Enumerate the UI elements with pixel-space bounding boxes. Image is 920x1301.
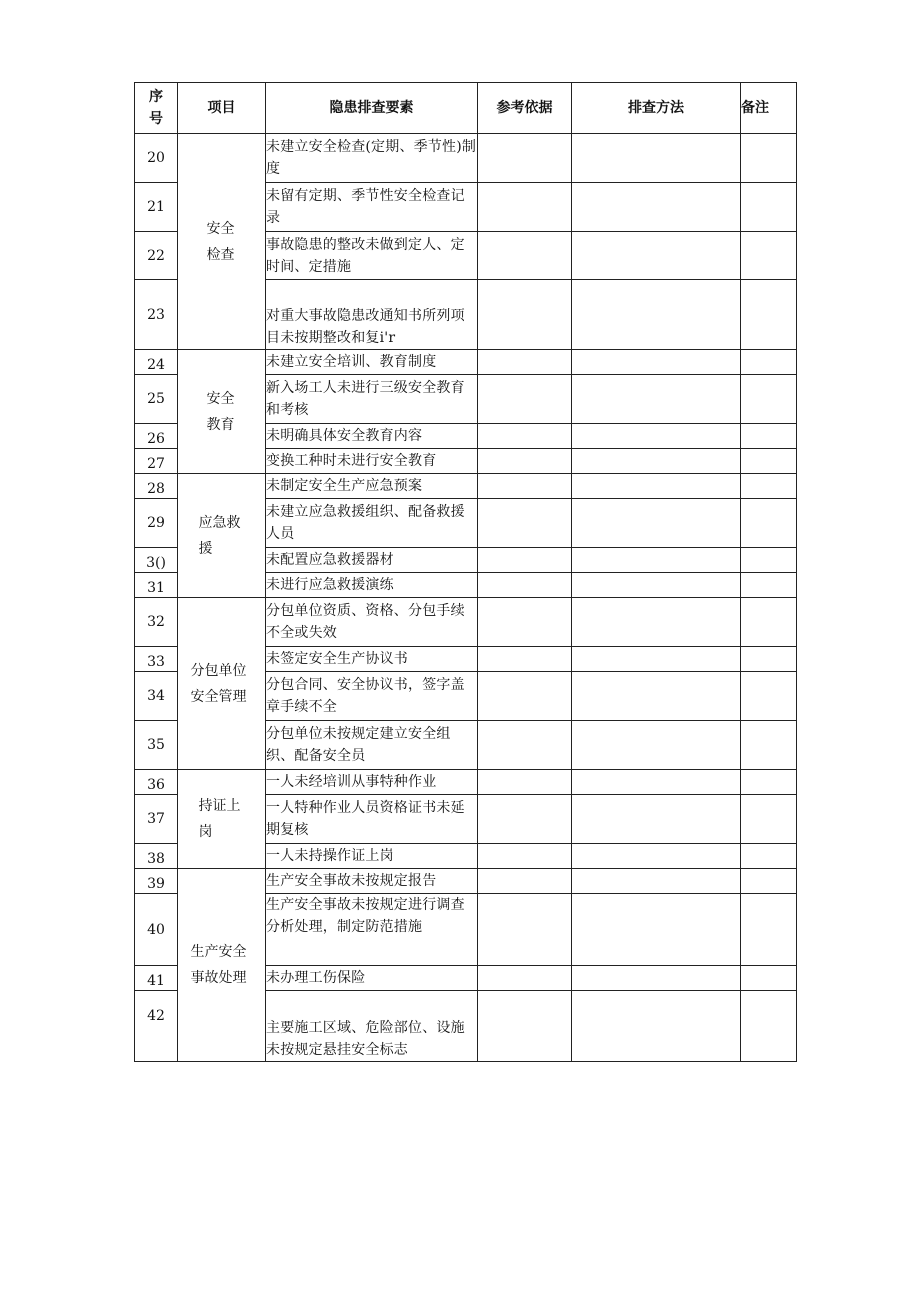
reference-cell: [478, 183, 572, 232]
table-row: [135, 598, 797, 647]
row-number: 36: [135, 770, 178, 795]
reference-cell: [478, 474, 572, 499]
reference-cell: [478, 375, 572, 424]
group-cell-subcontractor-management: [178, 598, 266, 770]
header-row: [135, 83, 797, 134]
row-number: 29: [135, 499, 178, 548]
note-cell: [741, 844, 797, 869]
hazard-checklist-table: [134, 82, 797, 1062]
row-number: 28: [135, 474, 178, 499]
note-cell: [741, 721, 797, 770]
hazard-element: 一人特种作业人员资格证书未延期复核: [266, 795, 478, 844]
hazard-element: 事故隐患的整改未做到定人、定时间、定措施: [266, 232, 478, 280]
note-cell: [741, 424, 797, 449]
hazard-element: 一人未经培训从事特种作业: [266, 770, 478, 795]
row-number: 31: [135, 573, 178, 598]
hazard-element: 未配置应急救援器材: [266, 548, 478, 573]
group-cell-accident-handling: [178, 869, 266, 1062]
method-cell: [572, 449, 741, 474]
method-cell: [572, 721, 741, 770]
note-cell: [741, 991, 797, 1062]
group-label: 应急救援: [198, 514, 241, 557]
method-cell: [572, 350, 741, 375]
hazard-element: 未制定安全生产应急预案: [266, 474, 478, 499]
hazard-element: 未明确具体安全教育内容: [266, 424, 478, 449]
reference-cell: [478, 424, 572, 449]
method-cell: [572, 672, 741, 721]
hazard-element: 未办理工伤保险: [266, 966, 478, 991]
table-row: [135, 350, 797, 375]
note-cell: [741, 672, 797, 721]
row-number: 23: [135, 280, 178, 350]
hazard-element: 分包单位资质、资格、分包手续不全或失效: [266, 598, 478, 647]
method-cell: [572, 183, 741, 232]
note-cell: [741, 966, 797, 991]
header-method: 排查方法: [572, 83, 741, 134]
row-number: 3(): [135, 548, 178, 573]
hazard-element: 变换工种时未进行安全教育: [266, 449, 478, 474]
method-cell: [572, 424, 741, 449]
method-cell: [572, 375, 741, 424]
group-cell-safety-inspection: [178, 134, 266, 350]
method-cell: [572, 966, 741, 991]
group-label: 安全检查: [206, 221, 235, 263]
group-label: 安全教育: [206, 390, 235, 433]
note-cell: [741, 770, 797, 795]
hazard-element: 未签定安全生产协议书: [266, 647, 478, 672]
row-number: 34: [135, 672, 178, 721]
reference-cell: [478, 280, 572, 350]
header-note: 备注: [741, 83, 797, 134]
reference-cell: [478, 134, 572, 183]
reference-cell: [478, 350, 572, 375]
method-cell: [572, 474, 741, 499]
reference-cell: [478, 844, 572, 869]
note-cell: [741, 573, 797, 598]
reference-cell: [478, 647, 572, 672]
reference-cell: [478, 894, 572, 966]
note-cell: [741, 183, 797, 232]
row-number: 20: [135, 134, 178, 183]
hazard-element: 一人未持操作证上岗: [266, 844, 478, 869]
group-label: 生产安全事故处理: [190, 944, 247, 986]
group-cell-emergency-rescue: [178, 474, 266, 598]
reference-cell: [478, 795, 572, 844]
hazard-element: 未建立安全检查(定期、季节性)制度: [266, 134, 478, 183]
reference-cell: [478, 869, 572, 894]
row-number: 42: [135, 991, 178, 1062]
row-number: 32: [135, 598, 178, 647]
hazard-element: 未建立应急救援组织、配备救援人员: [266, 499, 478, 548]
hazard-element: 主要施工区域、危险部位、设施未按规定悬挂安全标志: [266, 991, 478, 1062]
row-number: 37: [135, 795, 178, 844]
hazard-element: 生产安全事故未按规定进行调查分析处理，制定防范措施: [266, 894, 478, 966]
method-cell: [572, 573, 741, 598]
reference-cell: [478, 598, 572, 647]
hazard-element: 未建立安全培训、教育制度: [266, 350, 478, 375]
hazard-element: 未留有定期、季节性安全检查记录: [266, 183, 478, 232]
table-row: [135, 770, 797, 795]
reference-cell: [478, 721, 572, 770]
note-cell: [741, 647, 797, 672]
note-cell: [741, 499, 797, 548]
row-number: 21: [135, 183, 178, 232]
note-cell: [741, 375, 797, 424]
method-cell: [572, 598, 741, 647]
method-cell: [572, 770, 741, 795]
row-number: 41: [135, 966, 178, 991]
note-cell: [741, 474, 797, 499]
note-cell: [741, 548, 797, 573]
header-no: 序号: [135, 83, 178, 134]
header-reference: 参考依据: [478, 83, 572, 134]
reference-cell: [478, 499, 572, 548]
row-number: 27: [135, 449, 178, 474]
reference-cell: [478, 672, 572, 721]
group-label: 分包单位安全管理: [190, 662, 247, 705]
reference-cell: [478, 232, 572, 280]
method-cell: [572, 844, 741, 869]
table-row: [135, 134, 797, 183]
row-number: 40: [135, 894, 178, 966]
method-cell: [572, 280, 741, 350]
table-row: [135, 474, 797, 499]
row-number: 24: [135, 350, 178, 375]
method-cell: [572, 795, 741, 844]
header-element: 隐患排查要素: [266, 83, 478, 134]
hazard-element: 对重大事故隐患改通知书所列项目未按期整改和复i'r: [266, 280, 478, 350]
note-cell: [741, 134, 797, 183]
note-cell: [741, 449, 797, 474]
method-cell: [572, 499, 741, 548]
method-cell: [572, 647, 741, 672]
note-cell: [741, 280, 797, 350]
hazard-element: 新入场工人未进行三级安全教育和考核: [266, 375, 478, 424]
method-cell: [572, 869, 741, 894]
row-number: 39: [135, 869, 178, 894]
row-number: 22: [135, 232, 178, 280]
method-cell: [572, 991, 741, 1062]
row-number: 35: [135, 721, 178, 770]
reference-cell: [478, 770, 572, 795]
group-cell-safety-education: [178, 350, 266, 474]
table-row: [135, 869, 797, 894]
hazard-element: 分包合同、安全协议书，签字盖章手续不全: [266, 672, 478, 721]
note-cell: [741, 894, 797, 966]
row-number: 26: [135, 424, 178, 449]
group-label: 持证上岗: [198, 798, 241, 840]
note-cell: [741, 598, 797, 647]
reference-cell: [478, 449, 572, 474]
note-cell: [741, 795, 797, 844]
note-cell: [741, 350, 797, 375]
hazard-element: 生产安全事故未按规定报告: [266, 869, 478, 894]
method-cell: [572, 894, 741, 966]
row-number: 33: [135, 647, 178, 672]
row-number: 25: [135, 375, 178, 424]
group-cell-certified-operation: [178, 770, 266, 869]
method-cell: [572, 232, 741, 280]
hazard-element: 未进行应急救援演练: [266, 573, 478, 598]
row-number: 38: [135, 844, 178, 869]
reference-cell: [478, 573, 572, 598]
note-cell: [741, 232, 797, 280]
note-cell: [741, 869, 797, 894]
header-item: 项目: [178, 83, 266, 134]
reference-cell: [478, 991, 572, 1062]
reference-cell: [478, 548, 572, 573]
hazard-element: 分包单位未按规定建立安全组织、配备安全员: [266, 721, 478, 770]
method-cell: [572, 134, 741, 183]
method-cell: [572, 548, 741, 573]
reference-cell: [478, 966, 572, 991]
